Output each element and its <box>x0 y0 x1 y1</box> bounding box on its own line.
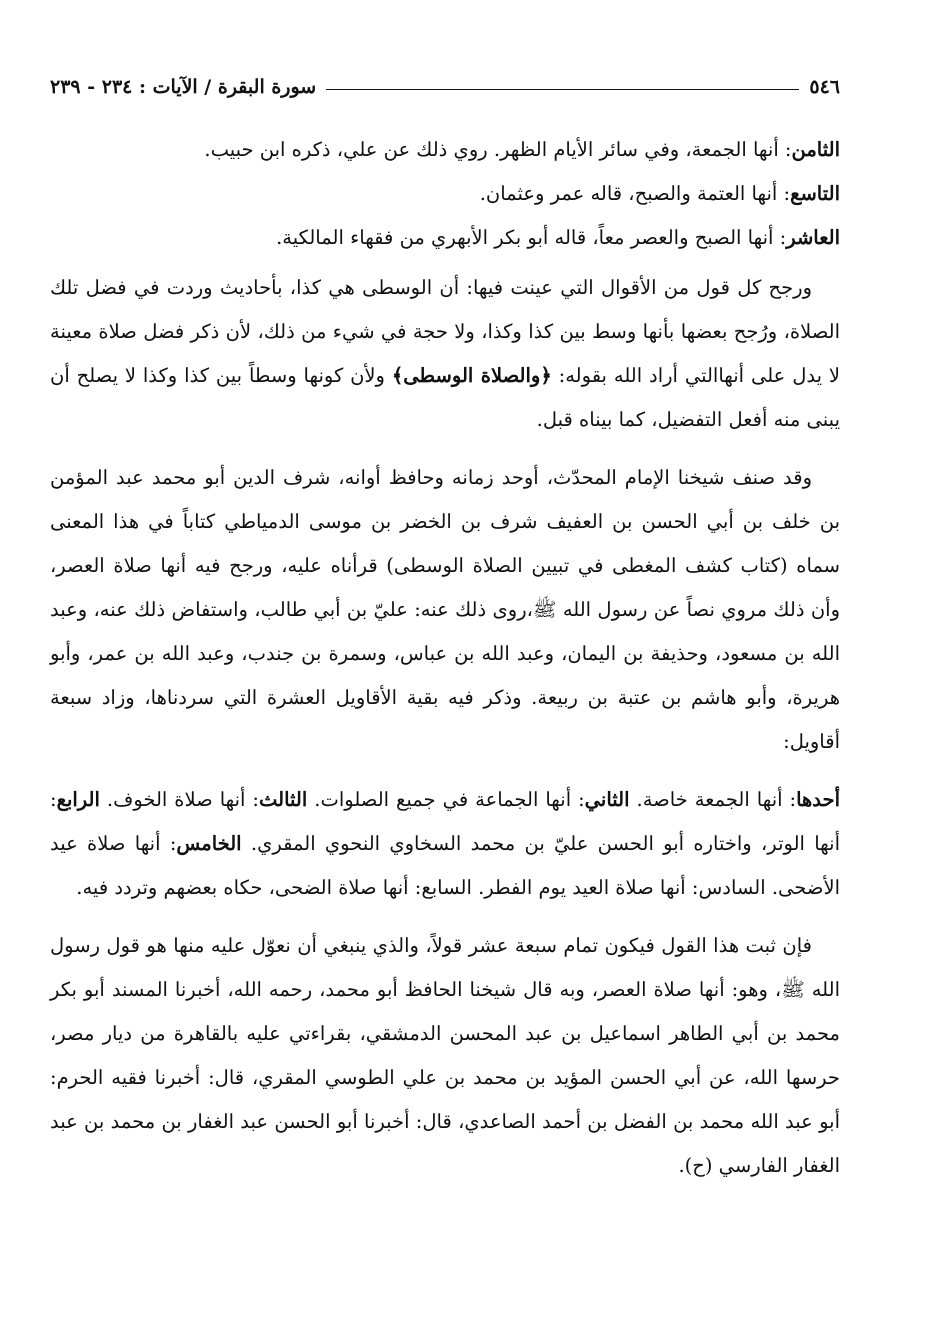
opinion-text: : أنها الجماعة في جميع الصلوات. <box>314 788 585 811</box>
opinion-text: : أنها صلاة العيد يوم الفطر. <box>478 876 699 899</box>
header-rule <box>326 89 799 90</box>
paragraph-preference <box>50 266 840 442</box>
paragraph-text: ولأن كونها وسطاً بين كذا وكذا لا يصلح أن يبنى منه أفعل التفضيل، كما بيناه قبل. <box>50 364 840 431</box>
page-body <box>50 128 840 1188</box>
opinion-text: : أنها الجمعة خاصة. <box>636 788 797 811</box>
opinion-label: الثاني <box>584 788 630 811</box>
opinion-label: السادس <box>698 876 766 899</box>
extra-opinions <box>50 778 840 910</box>
opinion-label: الرابع <box>56 788 100 811</box>
opinion-text: : أنها الصبح والعصر معاً، قاله أبو بكر الأبهري من فقهاء المالكية. <box>276 226 787 249</box>
opinion-text: : أنها صلاة الضحى، حكاه بعضهم وتردد فيه. <box>76 876 422 899</box>
surah-title: سورة البقرة / الآيات : ٢٣٤ - ٢٣٩ <box>50 76 317 98</box>
opinion-text: : أنها صلاة عيد الأضحى. <box>50 832 840 899</box>
page-number: ٥٤٦ <box>809 76 840 98</box>
opinion-label: الثامن <box>791 138 840 161</box>
opinion-text: : أنها صلاة الخوف. <box>106 788 260 811</box>
opinion-label: العاشر <box>786 226 840 249</box>
opinion-label: السابع <box>421 876 472 899</box>
paragraph-dimyati: وقد صنف شيخنا الإمام المحدّث، أوحد زمانه وحافظ أوانه، شرف الدين أبو محمد عبد المؤمن بن خلف بن أبي الحسن بن العفيف شرف بن الخضر بن موسى الدمياطي كتاباً في هذا المعنى سماه (كتاب كشف المغطى في تبيين الصلاة الوسطى) قرأناه عليه، ورجح فيه أنها صلاة العصر، وأن ذلك مروي نصاً عن رسول الله ﷺ،روى ذلك عنه: عليّ بن أبي طالب، واستفاض ذلك عنه، وعبد الله بن مسعود، وحذيفة بن اليمان، وعبد الله بن عباس، وسمرة بن جندب، وعبد الله بن عمر، وأبو هريرة، وأبو هاشم بن عتبة بن ربيعة. وذكر فيه بقية الأقاويل العشرة التي سردناها، وزاد سبعة أقاويل: <box>50 466 840 753</box>
paragraph-conclusion: فإن ثبت هذا القول فيكون تمام سبعة عشر قولاً، والذي ينبغي أن نعوّل عليه منها هو قول رسول الله ﷺ، وهو: أنها صلاة العصر، وبه قال شيخنا الحافظ أبو محمد، رحمه الله، أخبرنا المسند أبو بكر محمد بن أبي الطاهر اسماعيل بن عبد المحسن الدمشقي، بقراءتي عليه بالقاهرة من ديار مصر، حرسها الله، عن أبي الحسن المؤيد بن محمد بن علي الطوسي المقري، قال: أخبرنا فقيه الحرم: أبو عبد الله محمد بن الفضل بن أحمد الصاعدي، قال: أخبرنا أبو الحسن عبد الغفار بن محمد بن عبد الغفار الفارسي (ح). <box>50 934 840 1177</box>
opinion-eighth <box>50 128 840 172</box>
opinion-label: أحدها <box>796 788 841 811</box>
opinion-text: : أنها العتمة والصبح، قاله عمر وعثمان. <box>479 182 791 205</box>
book-page <box>50 62 840 1188</box>
opinion-ninth <box>50 172 840 216</box>
quran-verse: ﴿والصلاة الوسطى﴾ <box>391 364 552 387</box>
opinion-label: الخامس <box>176 832 242 855</box>
opinion-text: : أنها الوتر، واختاره أبو الحسن عليّ بن محمد السخاوي النحوي المقري. <box>50 788 840 855</box>
paragraph-text: ورجح كل قول من الأقوال التي عينت فيها: أن الوسطى هي كذا، بأحاديث وردت في فضل تلك الصلاة، ورُجح بعضها بأنها وسط بين كذا وكذا، ولا حجة في شيء من ذلك، لأن ذكر فضل صلاة معينة لا يدل على أنهاالتي أراد الله بقوله: <box>50 276 841 387</box>
running-header <box>50 62 840 98</box>
opinion-label: الثالث <box>259 788 308 811</box>
opinion-label: التاسع <box>790 182 840 205</box>
opinion-tenth <box>50 216 840 260</box>
opinion-text: : أنها الجمعة، وفي سائر الأيام الظهر. روي ذلك عن علي، ذكره ابن حبيب. <box>204 138 792 161</box>
